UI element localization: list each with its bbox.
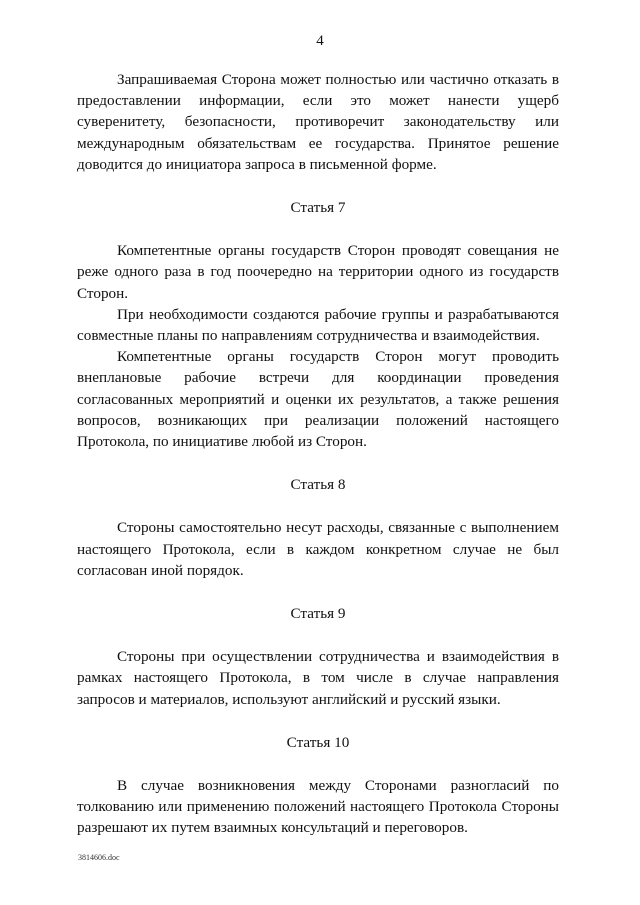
document-body <box>77 69 559 839</box>
paragraph-languages: Стороны при осуществлении сотрудничества и взаимодействия в рамках настоящего Протокола, в том числе в случае направления запросов и материалов, используют английский и русский языки. <box>77 648 559 708</box>
paragraph-unscheduled-meetings: Компетентные органы государств Сторон могут проводить внеплановые рабочие встречи для координации проведения согласованных мероприятий и оценки их результатов, а также решения вопросов, возникающих при реализации положений настоящего Протокола, по инициативе любой из Сторон. <box>77 348 559 451</box>
paragraph-working-groups: При необходимости создаются рабочие группы и разрабатываются совместные планы по направлениям сотрудничества и взаимодействия. <box>77 305 559 345</box>
paragraph-meetings: Компетентные органы государств Сторон проводят совещания не реже одного раза в год поочередно на территории одного из государств Сторон. <box>77 242 559 302</box>
article-8-heading: Статья 8 <box>290 476 346 494</box>
article-9-heading: Статья 9 <box>290 605 346 623</box>
paragraph-disputes: В случае возникновения между Сторонами разногласий по толкованию или применению положений настоящего Протокола Стороны разрешают их путем взаимных консультаций и переговоров. <box>77 777 559 837</box>
footer-filename: 3814606.doc <box>78 853 120 862</box>
page-number: 4 <box>316 33 324 49</box>
article-7-heading: Статья 7 <box>290 199 346 217</box>
paragraph-expenses: Стороны самостоятельно несут расходы, связанные с выполнением настоящего Протокола, если в каждом конкретном случае не был согласован иной порядок. <box>77 519 559 579</box>
article-10-heading: Статья 10 <box>286 733 350 751</box>
paragraph-refusal: Запрашиваемая Сторона может полностью или частично отказать в предоставлении информации, если это может нанести ущерб суверенитету, безопасности, противоречит законодательству или международным обязательствам ее государства. Принятое решение доводится до инициатора запроса в письменной форме. <box>77 71 559 173</box>
